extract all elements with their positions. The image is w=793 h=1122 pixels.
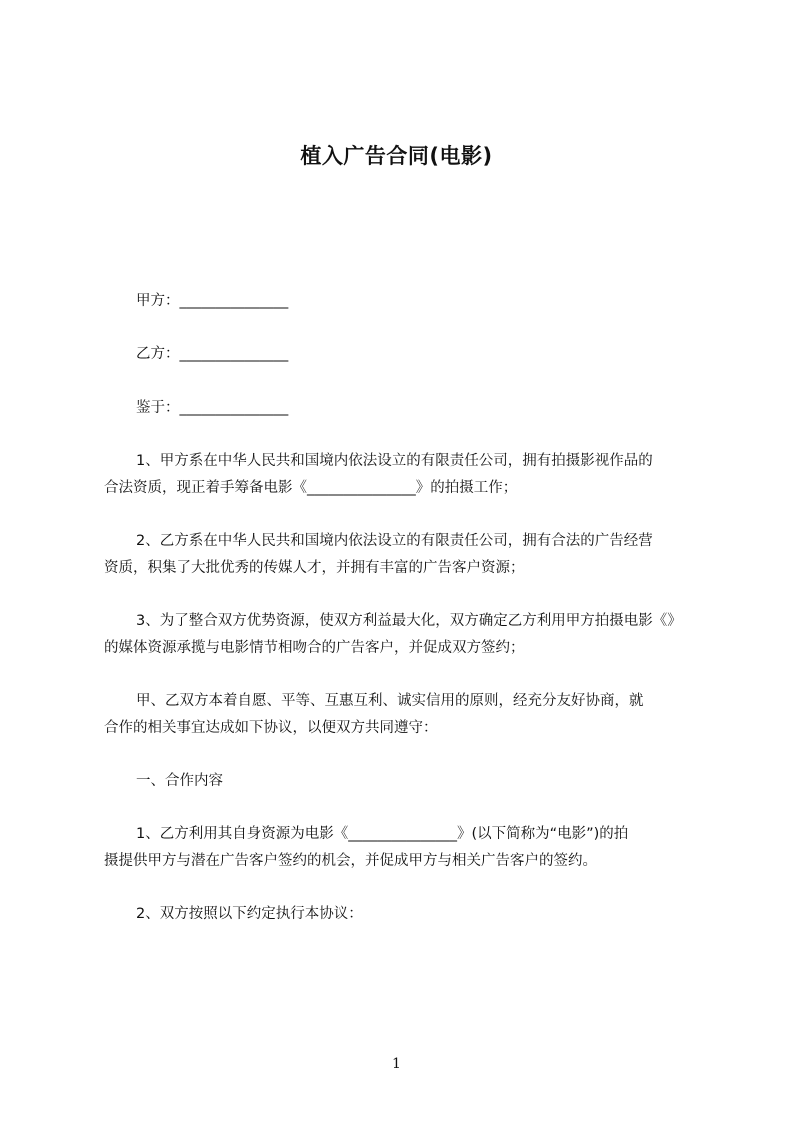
recital-1-line-2: 合法资质，现正着手筹备电影《_______________》的拍摄工作； — [104, 480, 518, 496]
section-1-item-2: 2、双方按照以下约定执行本协议： — [136, 906, 363, 922]
section-1-item-1-line-1: 1、乙方利用其自身资源为电影《_______________》(以下简称为“电影”)的拍 — [136, 826, 629, 842]
recital-3-line-1: 3、为了整合双方优势资源，使双方利益最大化，双方确定乙方利用甲方拍摄电影《》 — [136, 613, 682, 629]
page-title: 植入广告合同(电影) — [300, 144, 493, 168]
agreement-line-2: 合作的相关事宜达成如下协议，以便双方共同遵守： — [104, 720, 438, 736]
recital-3-line-2: 的媒体资源承揽与电影情节相吻合的广告客户，并促成双方签约； — [104, 640, 525, 656]
recital-2-line-2: 资质，积集了大批优秀的传媒人才，并拥有丰富的广告客户资源； — [104, 560, 525, 576]
section-1-item-1-line-2: 摄提供甲方与潜在广告客户签约的机会，并促成甲方与相关广告客户的签约。 — [104, 853, 597, 869]
party-a-field: 甲方：_______________ — [136, 293, 289, 309]
party-b-field: 乙方：_______________ — [136, 346, 289, 362]
recital-1-line-1: 1、甲方系在中华人民共和国境内依法设立的有限责任公司，拥有拍摄影视作品的 — [136, 453, 653, 469]
agreement-line-1: 甲、乙双方本着自愿、平等、互惠互利、诚实信用的原则，经充分友好协商，就 — [136, 693, 644, 709]
page-number: 1 — [392, 1056, 401, 1072]
section-1-heading: 一、合作内容 — [136, 773, 223, 789]
whereas-field: 鉴于：_______________ — [136, 400, 289, 416]
recital-2-line-1: 2、乙方系在中华人民共和国境内依法设立的有限责任公司，拥有合法的广告经营 — [136, 533, 653, 549]
